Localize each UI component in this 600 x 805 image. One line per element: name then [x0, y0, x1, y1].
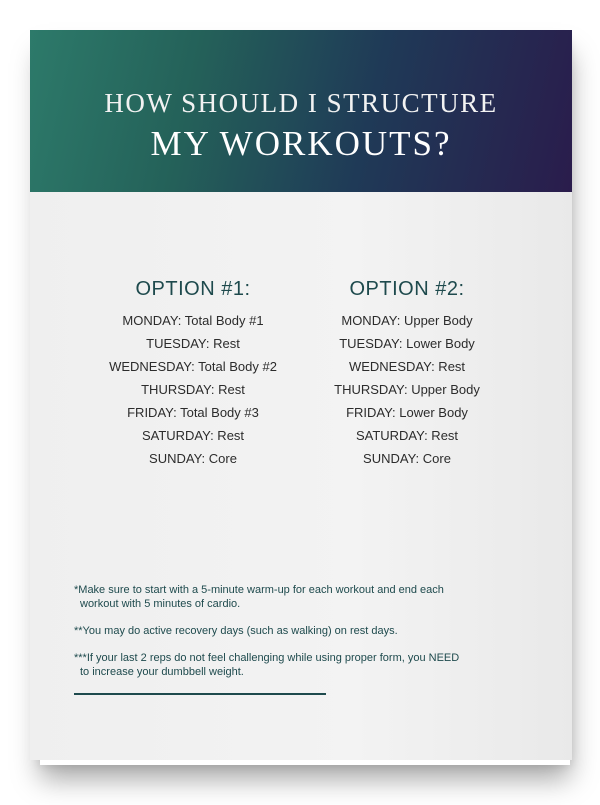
divider-line — [74, 693, 326, 695]
footnote-recovery-line-1: **You may do active recovery days (such as walking) on rest days. — [74, 625, 398, 637]
option-2-wednesday: WEDNESDAY: Rest — [348, 359, 466, 374]
footnotes — [74, 583, 534, 692]
option-2-thursday: THURSDAY: Upper Body — [334, 382, 480, 397]
option-2-saturday: SATURDAY: Rest — [355, 428, 459, 443]
option-1-monday: MONDAY: Total Body #1 — [122, 313, 264, 328]
header-banner — [30, 30, 572, 192]
title-line-2: MY WORKOUTS? — [150, 124, 452, 163]
option-1-saturday: SATURDAY: Rest — [141, 428, 245, 443]
option-2-tuesday: TUESDAY: Lower Body — [339, 336, 475, 351]
option-2-sunday: SUNDAY: Core — [363, 451, 451, 466]
option-2-title: OPTION #2: — [349, 278, 465, 300]
option-2-monday: MONDAY: Upper Body — [341, 313, 473, 328]
option-1-friday: FRIDAY: Total Body #3 — [127, 405, 259, 420]
option-1-title: OPTION #1: — [135, 278, 251, 300]
footnote-warmup — [74, 583, 534, 611]
footnote-warmup-line-1: *Make sure to start with a 5-minute warm-up for each workout and end each — [74, 584, 444, 596]
option-1-column — [93, 277, 293, 470]
option-1-wednesday: WEDNESDAY: Total Body #2 — [109, 359, 277, 374]
option-1-sunday: SUNDAY: Core — [149, 451, 237, 466]
footnote-weight-line-2: to increase your dumbbell weight. — [80, 666, 244, 678]
option-2-column — [322, 277, 492, 470]
footnote-weight — [74, 651, 534, 679]
option-1-tuesday: TUESDAY: Rest — [146, 336, 240, 351]
option-1-thursday: THURSDAY: Rest — [141, 382, 245, 397]
footnote-weight-line-1: ***If your last 2 reps do not feel challenging while using proper form, you NEED — [74, 652, 460, 664]
footnote-warmup-line-2: workout with 5 minutes of cardio. — [80, 598, 241, 610]
title-line-1: HOW SHOULD I STRUCTURE — [104, 88, 498, 118]
document-page — [30, 30, 572, 760]
footnote-recovery — [74, 624, 534, 638]
option-2-friday: FRIDAY: Lower Body — [346, 405, 468, 420]
